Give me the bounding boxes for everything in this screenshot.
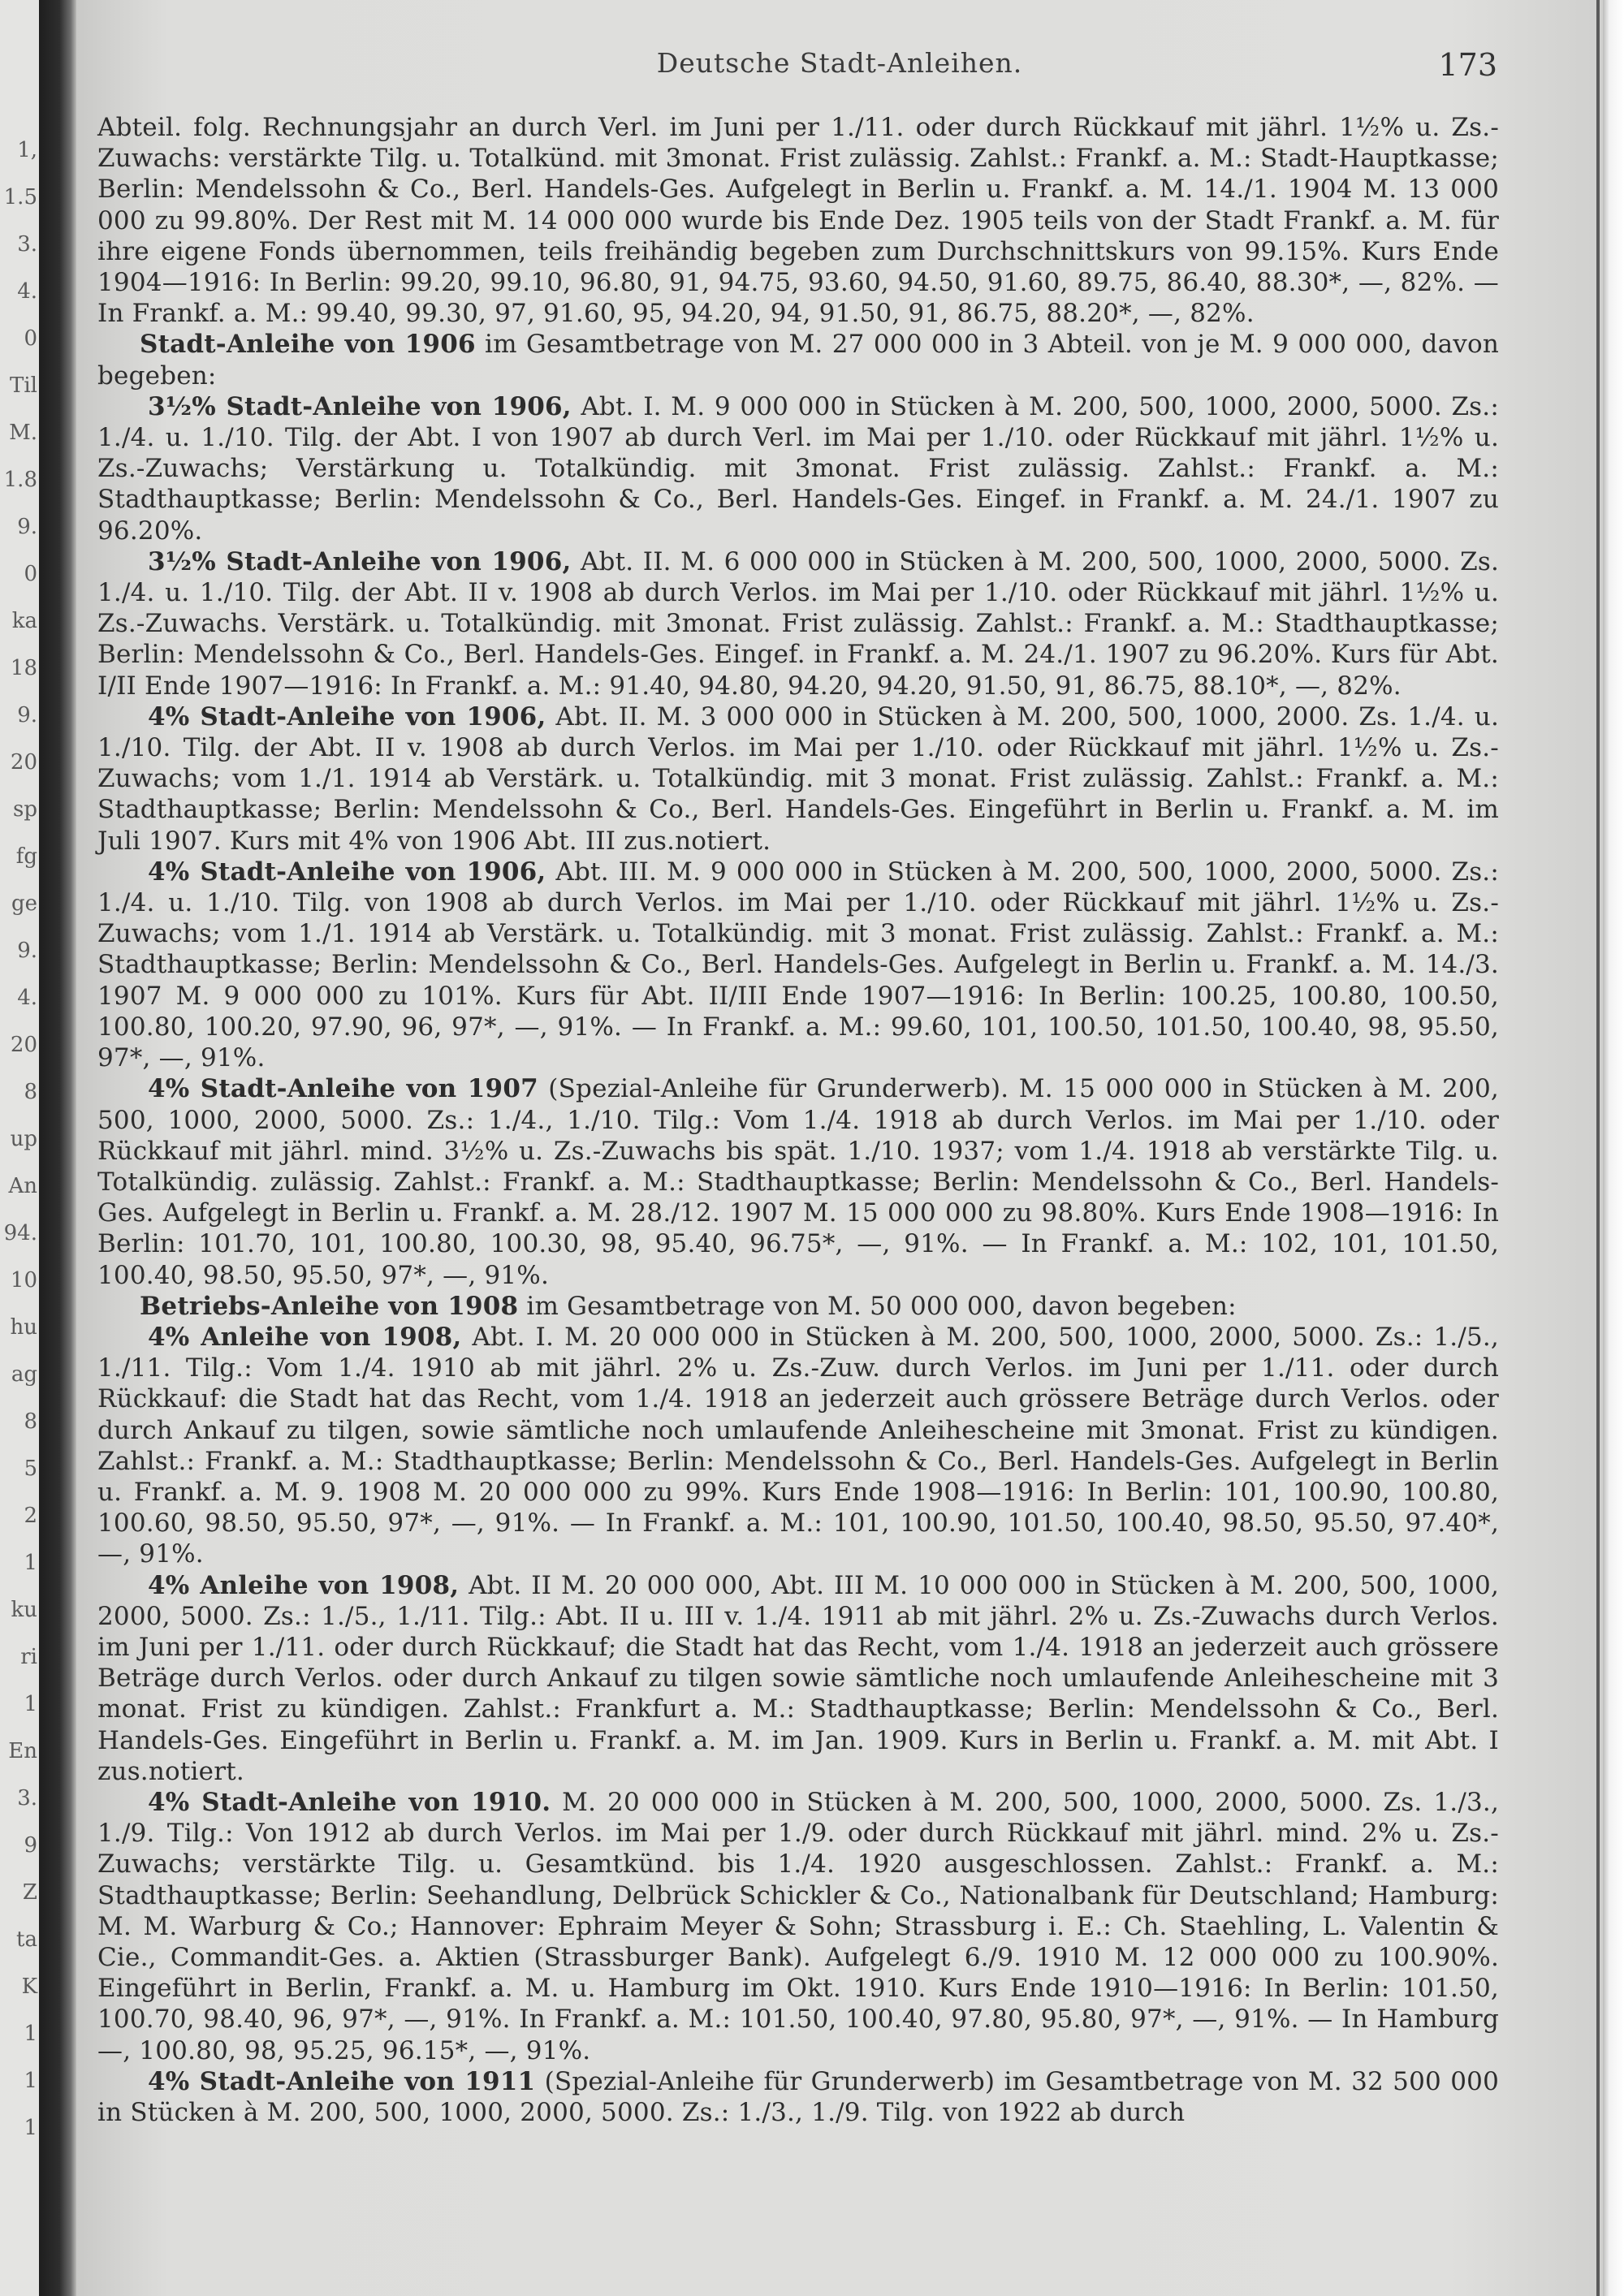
paragraph-heading: Stadt-Anleihe von 1906 [140,330,476,360]
paragraph [97,1073,1499,1290]
previous-page-fragment: 9. [17,939,37,963]
paragraph-text: im Gesamtbetrage von M. 27 000 000 in 3 Abteil. von je M. 9 000 000, davon begeben: [97,330,1499,391]
paragraph-text: (Spezial-Anleihe für Grunderwerb) im Gesamtbetrage von M. 32 500 000 in Stücken à M. 200, 500, 1000, 2000, 5000. Zs.: 1./3., 1./9. Tilg. von 1922 ab durch [97,2066,1499,2127]
paragraph-text: M. 20 000 000 in Stücken à M. 200, 500, 1000, 2000, 5000. Zs. 1./3., 1./9. Tilg.: Von 1912 ab durch Verlos. im Mai per 1./9. oder durch Rückkauf mit jährl. mind. 2% u. Zs.-Zuwachs; verstärkte Tilg. u. Gesamtkünd. bis 1./4. 1920 ausgeschlossen. Zahlst.: Frankf. a. M.: Stadthauptkasse; Berlin: Seehandlung, Delbrück Schickler & Co., Nationalbank für Deutschland; Hamburg: M. M. Warburg & Co.; Hannover: Ephraim Meyer & Sohn; Strassburg i. E.: Ch. Staehling, L. Valentin & Cie., Commandit-Ges. a. Aktien (Strassburger Bank). Aufgelegt 6./9. 1910 M. 12 000 000 zu 100.90%. Eingeführt in Berlin, Frankf. a. M. u. Hamburg im Okt. 1910. Kurs Ende 1910—1916: In Berlin: 101.50, 100.70, 98.40, 96, 97*, —, 91%. In Frankf. a. M.: 101.50, 100.40, 97.80, 95.80, 97*, —, 91%. — In Hamburg —, 100.80, 98, 95.25, 96.15*, —, 91%. [97,1787,1500,2065]
running-title: Deutsche Stadt-Anleihen. [656,47,1023,79]
paragraph [97,857,1499,1073]
page-number: 173 [1438,47,1497,83]
previous-page-fragment: 9 [24,1833,37,1858]
paragraph-heading: 3½% Stadt-Anleihe von 1906, [148,546,572,576]
previous-page-fragment: 1 [24,1551,37,1575]
previous-page-fragment: sp [13,797,37,822]
paragraph [97,701,1499,857]
paragraph-text: Abt. II. M. 6 000 000 in Stücken à M. 200, 500, 1000, 2000, 5000. Zs. 1./4. u. 1./10. Tilg. der Abt. II v. 1908 ab durch Verlos. im Mai per 1./10. oder Rückkauf mit jährl. 1½% u. Zs.-Zuwachs. Verstärk. u. Totalkündig. mit 3monat. Frist zulässig. Zahlst.: Frankf. a. M.: Stadthauptkasse; Berlin: Mendelssohn & Co., Berl. Handels-Ges. Eingef. in Frankf. a. M. 24./1. 1907 zu 96.20%. Kurs für Abt. I/II Ende 1907—1916: In Frankf. a. M.: 91.40, 94.80, 94.20, 94.20, 91.50, 91, 86.75, 88.10*, —, 82%. [97,546,1499,701]
paragraph-heading: 4% Anleihe von 1908, [148,1322,462,1352]
page [76,0,1603,2296]
section-paragraph [97,329,1499,391]
body-text [97,112,1499,2128]
page-header [76,47,1603,88]
previous-page-fragment: 1.8 [3,468,37,492]
paragraph-heading: 4% Stadt-Anleihe von 1910. [148,1787,551,1817]
previous-page-fragment: ku [11,1598,37,1622]
previous-page-fragment: 4. [17,279,37,304]
previous-page-fragment: 9. [17,703,37,727]
previous-page-fragment: 1 [24,1692,37,1716]
book-gutter [39,0,76,2296]
previous-page-fragment: 5 [24,1457,37,1481]
paragraph-text: Abt. II. M. 3 000 000 in Stücken à M. 200, 500, 1000, 2000. Zs. 1./4. u. 1./10. Tilg. der Abt. II v. 1908 ab durch Verlos. im Mai per 1./10. oder Rückkauf mit jährl. 1½% u. Zs.-Zuwachs; vom 1./1. 1914 ab Verstärk. u. Totalkündig. mit 3 monat. Frist zulässig. Zahlst.: Frankf. a. M.: Stadthauptkasse; Berlin: Mendelssohn & Co., Berl. Handels-Ges. Eingeführt in Berlin u. Frankf. a. M. im Juli 1907. Kurs mit 4% von 1906 Abt. III zus.notiert. [97,701,1500,856]
previous-page-fragment: ta [16,1927,37,1952]
paragraph-text: Abt. I. M. 20 000 000 in Stücken à M. 200, 500, 1000, 2000, 5000. Zs.: 1./5., 1./11. Tilg.: Vom 1./4. 1910 ab mit jährl. 2% u. Zs.-Zuw. durch Verlos. im Juni per 1./11. oder durch Rückkauf: die Stadt hat das Recht, vom 1./4. 1918 an jederzeit auch grössere Beträge durch Verlos. oder durch Ankauf zu tilgen, sowie sämtliche noch umlaufende Anleihescheine mit 3monat. Frist zu kündigen. Zahlst.: Frankf. a. M.: Stadthauptkasse; Berlin: Mendelssohn & Co., Berl. Handels-Ges. Aufgelegt in Berlin u. Frankf. a. M. 9. 1908 M. 20 000 000 zu 99%. Kurs Ende 1908—1916: In Berlin: 101, 100.90, 100.80, 100.60, 98.50, 95.50, 97*, —, 91%. — In Frankf. a. M.: 101, 100.90, 101.50, 100.40, 98.50, 95.50, 97.40*, —, 91%. [97,1322,1499,1569]
previous-page-fragment: M. [9,421,37,445]
previous-page-fragment: 94. [3,1221,37,1245]
previous-page-fragment: 2 [24,1504,37,1528]
paragraph-text: im Gesamtbetrage von M. 50 000 000, davon begeben: [518,1291,1237,1321]
previous-page-fragment: hu [10,1315,37,1340]
previous-page-fragment: 1.5 [3,185,37,209]
previous-page-fragment: 9. [17,515,37,539]
previous-page-fragment: An [8,1174,37,1198]
previous-page-fragment: 4. [17,986,37,1010]
paragraph [97,1787,1499,2066]
paragraph-text: Abt. III. M. 9 000 000 in Stücken à M. 200, 500, 1000, 2000, 5000. Zs.: 1./4. u. 1./10. Tilg. von 1908 ab durch Verlos. im Mai per 1./10. oder Rückkauf mit jährl. 1½% u. Zs.-Zuwachs; vom 1./1. 1914 ab Verstärk. u. Totalkündig. mit 3 monat. Frist zulässig. Zahlst.: Frankf. a. M.: Stadthauptkasse; Berlin: Mendelssohn & Co., Berl. Handels-Ges. Aufgelegt in Berlin u. Frankf. a. M. 14./3. 1907 M. 9 000 000 zu 101%. Kurs für Abt. II/III Ende 1907—1916: In Berlin: 100.25, 100.80, 100.50, 100.80, 100.20, 97.90, 96, 97*, —, 91%. — In Frankf. a. M.: 99.60, 101, 100.50, 101.50, 100.40, 98, 95.50, 97*, —, 91%. [97,857,1500,1073]
previous-page-margin [0,0,41,2296]
previous-page-fragment: 8 [24,1409,37,1434]
paragraph-text: Abt. II M. 20 000 000, Abt. III M. 10 000 000 in Stücken à M. 200, 500, 1000, 2000, 5000. Zs.: 1./5., 1./11. Tilg.: Abt. II u. III v. 1./4. 1911 ab mit jährl. 2% u. Zs.-Zuwachs durch Verlos. im Juni per 1./11. oder durch Rückkauf; die Stadt hat das Recht, vom 1./4. 1918 an jederzeit auch grössere Beträge durch Verlos. oder durch Ankauf zu tilgen sowie sämtliche noch umlaufende Anleihescheine mit 3 monat. Frist zu kündigen. Zahlst.: Frankfurt a. M.: Stadthauptkasse; Berlin: Mendelssohn & Co., Berl. Handels-Ges. Eingeführt in Berlin u. Frankf. a. M. im Jan. 1909. Kurs in Berlin u. Frankf. a. M. mit Abt. I zus.notiert. [97,1570,1499,1786]
previous-page-fragment: 1 [24,2022,37,2046]
previous-page-fragment: 3. [17,232,37,257]
paragraph-heading: Betriebs-Anleihe von 1908 [140,1291,519,1321]
paragraph-text: (Spezial-Anleihe für Grunderwerb). M. 15 000 000 in Stücken à M. 200, 500, 1000, 2000, 5000. Zs.: 1./4., 1./10. Tilg.: Vom 1./4. 1918 ab durch Verlos. im Mai per 1./10. oder Rückkauf mit jährl. mind. 3½% u. Zs.-Zuwachs bis spät. 1./10. 1937; vom 1./4. 1918 ab verstärkte Tilg. u. Totalkündig. zulässig. Zahlst.: Frankf. a. M.: Stadthauptkasse; Berlin: Mendelssohn & Co., Berl. Handels-Ges. Aufgelegt in Berlin u. Frankf. a. M. 28./12. 1907 M. 15 000 000 zu 98.80%. Kurs Ende 1908—1916: In Berlin: 101.70, 101, 100.80, 100.30, 98, 95.40, 96.75*, —, 91%. — In Frankf. a. M.: 102, 101, 101.50, 100.40, 98.50, 95.50, 97*, —, 91%. [97,1074,1499,1290]
previous-page-fragment: ri [20,1645,37,1669]
previous-page-fragment: ge [11,891,37,916]
previous-page-fragment: 1 [24,2069,37,2093]
previous-page-fragment: ag [11,1362,37,1387]
previous-page-fragment: up [10,1127,37,1151]
previous-page-fragment: Z [22,1880,37,1905]
previous-page-fragment: 1, [17,138,37,162]
previous-page-fragment: 8 [24,1080,37,1104]
previous-page-fragment: 10 [10,1268,37,1293]
previous-page-fragment: En [8,1739,37,1763]
previous-page-fragment: K [21,1974,37,1999]
paragraph [97,546,1499,701]
previous-page-fragment: 3. [17,1786,37,1810]
previous-page-fragment: 0 [24,562,37,586]
paragraph-text: Abt. I. M. 9 000 000 in Stücken à M. 200, 500, 1000, 2000, 5000. Zs.: 1./4. u. 1./10. Tilg. der Abt. I von 1907 ab durch Verl. im Mai per 1./10. oder Rückkauf mit jährl. 1½% u. Zs.-Zuwachs; Verstärkung u. Totalkündig. mit 3monat. Frist zulässig. Zahlst.: Frankf. a. M.: Stadthauptkasse; Berlin: Mendelssohn & Co., Berl. Handels-Ges. Eingef. in Frankf. a. M. 24./1. 1907 zu 96.20%. [97,391,1499,546]
scan-edge [1603,0,1624,2296]
previous-page-fragment: ka [11,609,37,633]
paragraph [97,2066,1499,2128]
paragraph [97,112,1499,329]
previous-page-fragment: 0 [24,326,37,351]
paragraph-heading: 4% Anleihe von 1908, [148,1570,460,1600]
previous-page-fragment: 20 [10,750,37,775]
paragraph-heading: 4% Stadt-Anleihe von 1906, [148,857,546,887]
previous-page-fragment: Til [10,373,37,398]
paragraph-heading: 4% Stadt-Anleihe von 1911 [148,2066,536,2096]
paragraph [97,1570,1499,1787]
paragraph-heading: 4% Stadt-Anleihe von 1906, [148,701,546,732]
previous-page-fragment: 18 [10,656,37,680]
paragraph-heading: 3½% Stadt-Anleihe von 1906, [148,391,572,421]
previous-page-fragment: 1 [24,2116,37,2140]
paragraph-heading: 4% Stadt-Anleihe von 1907 [148,1074,538,1104]
previous-page-fragment: 20 [10,1033,37,1057]
page-edge-line [1596,0,1600,2296]
paragraph [97,1322,1499,1570]
section-paragraph [97,1291,1499,1322]
previous-page-fragment: fg [15,844,37,869]
paragraph [97,391,1499,546]
paragraph-text: Abteil. folg. Rechnungsjahr an durch Verl. im Juni per 1./11. oder durch Rückkauf mit jährl. 1½% u. Zs.-Zuwachs: verstärkte Tilg. u. Totalkünd. mit 3monat. Frist zulässig. Zahlst.: Frankf. a. M.: Stadt-Hauptkasse; Berlin: Mendelssohn & Co., Berl. Handels-Ges. Aufgelegt in Berlin u. Frankf. a. M. 14./1. 1904 M. 13 000 000 zu 99.80%. Der Rest mit M. 14 000 000 wurde bis Ende Dez. 1905 teils von der Stadt Frankf. a. M. für ihre eigene Fonds übernommen, teils freihändig begeben zum Durchschnittskurs von 99.15%. Kurs Ende 1904—1916: In Berlin: 99.20, 99.10, 96.80, 91, 94.75, 93.60, 94.50, 91.60, 89.75, 86.40, 88.30*, —, 82%. — In Frankf. a. M.: 99.40, 99.30, 97, 91.60, 95, 94.20, 94, 91.50, 91, 86.75, 88.20*, —, 82%. [97,113,1499,329]
